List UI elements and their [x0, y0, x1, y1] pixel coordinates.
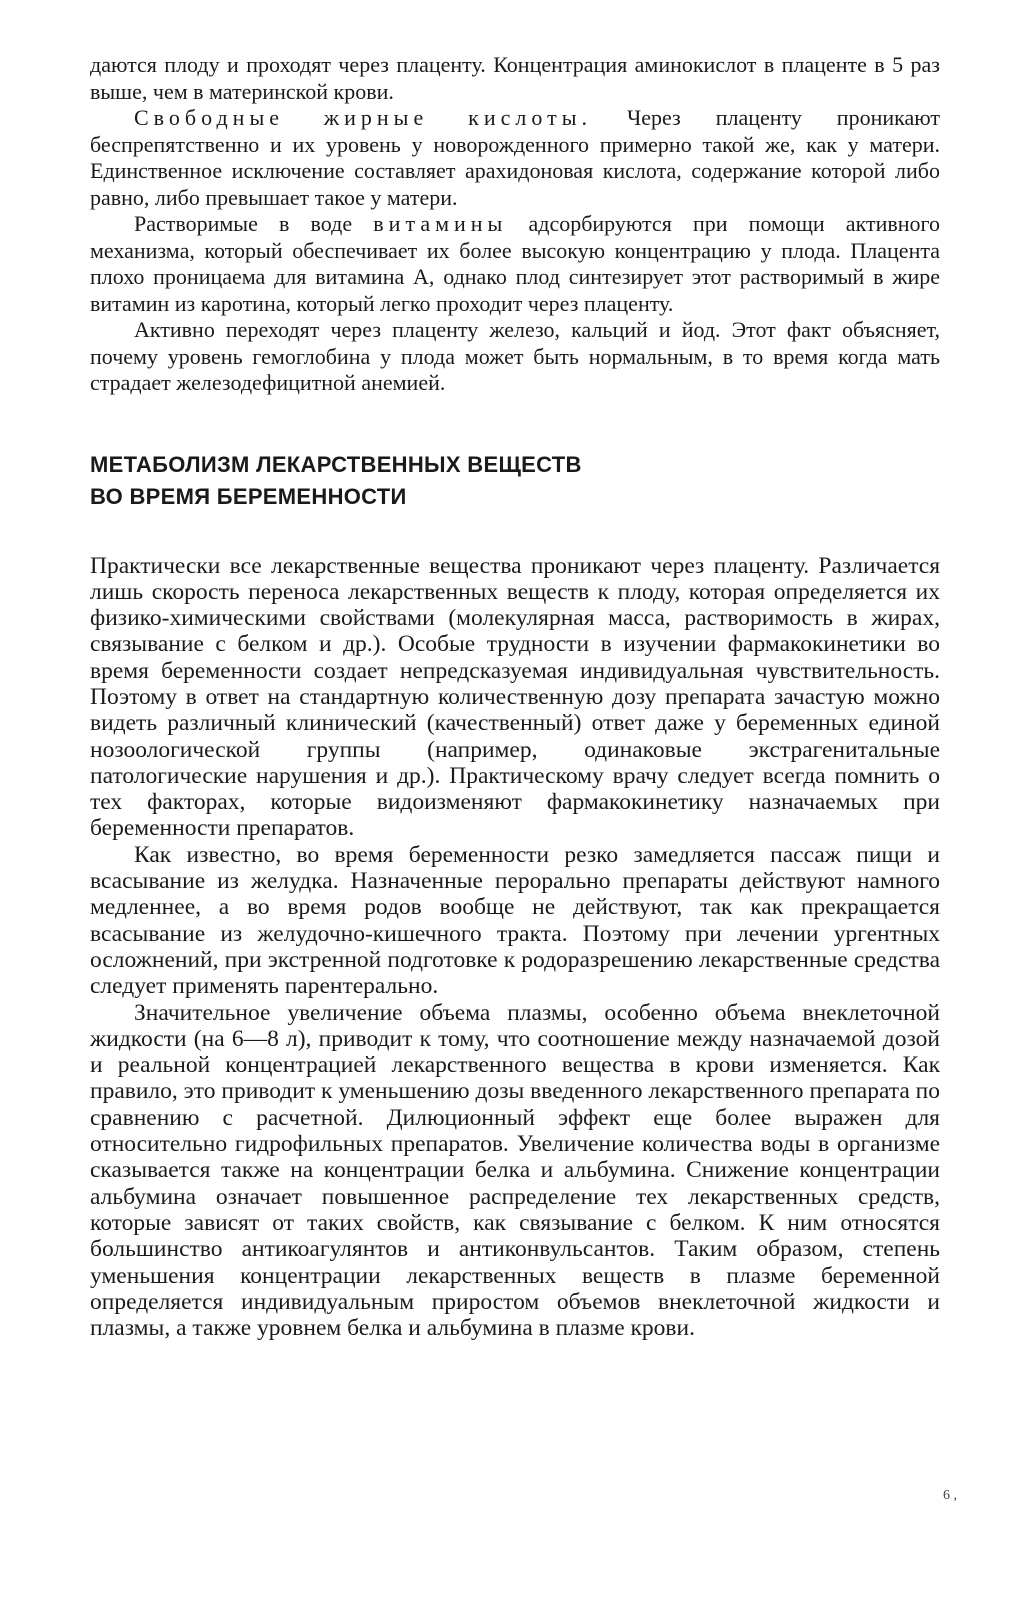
page-number: 6 ,	[943, 1488, 957, 1503]
spaced-term-fatty-acids: Свободные жирные кислоты.	[134, 105, 592, 130]
paragraph-vitamins	[90, 211, 940, 317]
section-heading-line-2: ВО ВРЕМЯ БЕРЕМЕННОСТИ	[90, 483, 407, 509]
paragraph-fatty-acids-text: Через плаценту проникают беспрепятственно и их уровень у новорожденного примерно такой же, как у матери. Единственное исключение составляет арахидоновая кислота, содержание которой либо равно, либо превышает такое у матери.	[90, 105, 940, 210]
spaced-term-vitamins: витамины	[373, 211, 508, 236]
paragraph-fatty-acids	[90, 105, 940, 211]
paragraph-drugs-placenta: Практически все лекарственные вещества проникают через плаценту. Различается лишь скорость переноса лекарственных веществ к плоду, которая определяется их физико-химическими свойствами (молекулярная масса, растворимость в жирах, связывание с белком и др.). Особые трудности в изучении фармакокинетики во время беременности создает непредсказуемая индивидуальная чувствительность. Поэтому в ответ на стандартную количественную дозу препарата зачастую можно видеть различный клинический (качественный) ответ даже у беременных единой нозоологической группы (например, одинаковые экстрагенитальные патологические нарушения и др.). Практическому врачу следует всегда помнить о тех факторах, которые видоизменяют фармакокинетику назначаемых при беременности препаратов.	[90, 552, 940, 842]
paragraph-iron-calcium-iodine: Активно переходят через плаценту железо, кальций и йод. Этот факт объясняет, почему уровень гемоглобина у плода может быть нормальным, в то время когда мать страдает железодефицитной анемией.	[90, 317, 940, 395]
section-heading-line-1: МЕТАБОЛИЗМ ЛЕКАРСТВЕННЫХ ВЕЩЕСТВ	[90, 451, 582, 477]
page-content	[90, 52, 940, 1341]
paragraph-vitamins-start: Растворимые в воде	[134, 211, 374, 236]
section-body	[90, 553, 940, 1342]
paragraph-vitamins-text: адсорбируются при помощи активного механизма, который обеспечивает их более высокую концентрацию у плода. Плацента плохо проницаема для витамина А, однако плод синтезирует этот растворимый в жире витамин из каротина, который легко проходит через плаценту.	[90, 211, 940, 316]
section-heading	[90, 449, 940, 513]
paragraph-amino-acids: даются плоду и проходят через плаценту. Концентрация аминокислот в плаценте в 5 раз выше, чем в материнской крови.	[90, 52, 940, 104]
paragraph-absorption: Как известно, во время беременности резко замедляется пассаж пищи и всасывание из желудка. Назначенные перорально препараты действуют намного медленнее, а во время родов вообще не действуют, так как прекращается всасывание из желудочно-кишечного тракта. Поэтому при лечении ургентных осложнений, при экстренной подготовке к родоразрешению лекарственные средства следует применять парентерально.	[90, 841, 940, 1000]
paragraph-plasma-volume: Значительное увеличение объема плазмы, особенно объема внеклеточной жидкости (на 6—8 л), приводит к тому, что соотношение между назначаемой дозой и реальной концентрацией лекарственного вещества в крови изменяется. Как правило, это приводит к уменьшению дозы введенного лекарственного препарата по сравнению с расчетной. Дилюционный эффект еще более выражен для относительно гидрофильных препаратов. Увеличение количества воды в организме сказывается также на концентрации белка и альбумина. Снижение концентрации альбумина означает повышенное распределение тех лекарственных средств, которые зависят от таких свойств, как связывание с белком. К ним относятся большинство антикоагулянтов и антиконвульсантов. Таким образом, степень уменьшения концентрации лекарственных веществ в плазме беременной определяется индивидуальным приростом объемов внеклеточной жидкости и плазмы, а также уровнем белка и альбумина в плазме крови.	[90, 999, 940, 1342]
